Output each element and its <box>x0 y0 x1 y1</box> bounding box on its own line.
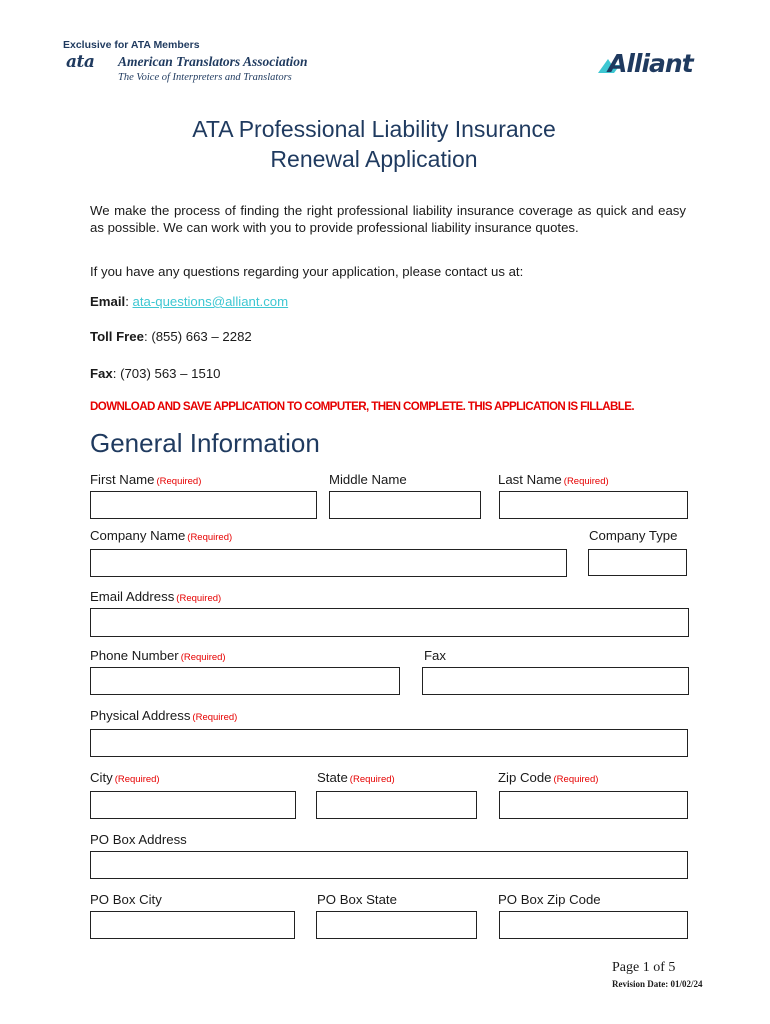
required-note: (Required) <box>563 476 609 487</box>
required-note: (Required) <box>114 774 160 785</box>
po-box-zip-label: PO Box Zip Code <box>498 892 601 907</box>
city-label <box>90 770 160 785</box>
email-link[interactable]: ata-questions@alliant.com <box>132 294 289 309</box>
first-name-label-text: First Name <box>90 472 155 487</box>
fax-contact: Fax: (703) 563 – 1510 <box>90 366 221 381</box>
city-input[interactable] <box>90 791 296 819</box>
fax-contact-value: (703) 563 – 1510 <box>120 366 221 381</box>
company-name-input[interactable] <box>90 549 567 577</box>
zip-code-label-text: Zip Code <box>498 770 552 785</box>
company-name-label-text: Company Name <box>90 528 186 543</box>
po-box-state-input[interactable] <box>316 911 477 939</box>
required-note: (Required) <box>187 532 233 543</box>
page-title <box>0 114 748 174</box>
po-box-city-input[interactable] <box>90 911 295 939</box>
required-note: (Required) <box>192 712 238 723</box>
required-note: (Required) <box>180 652 226 663</box>
physical-address-input[interactable] <box>90 729 688 757</box>
zip-code-label <box>498 770 598 785</box>
fax-input[interactable] <box>422 667 689 695</box>
required-note: (Required) <box>176 593 222 604</box>
state-label <box>317 770 395 785</box>
middle-name-label: Middle Name <box>329 472 407 487</box>
title-line-1: ATA Professional Liability Insurance <box>192 116 556 142</box>
po-box-zip-input[interactable] <box>499 911 688 939</box>
revision-date: Revision Date: 01/02/24 <box>612 979 703 989</box>
fillable-warning: DOWNLOAD AND SAVE APPLICATION TO COMPUTER, THEN COMPLETE. THIS APPLICATION IS FILLABLE. <box>90 400 635 413</box>
last-name-input[interactable] <box>499 491 688 519</box>
company-name-label <box>90 528 232 543</box>
section-title: General Information <box>90 428 320 458</box>
phone-number-label-text: Phone Number <box>90 648 179 663</box>
ata-logo-tagline: The Voice of Interpreters and Translators <box>118 72 292 83</box>
zip-code-input[interactable] <box>499 791 688 819</box>
city-label-text: City <box>90 770 113 785</box>
tollfree-label: Toll Free <box>90 329 144 344</box>
phone-number-input[interactable] <box>90 667 400 695</box>
last-name-label <box>498 472 609 487</box>
tollfree-value: (855) 663 – 2282 <box>151 329 252 344</box>
required-note: (Required) <box>156 476 202 487</box>
ata-logo <box>66 52 308 83</box>
po-box-city-label: PO Box City <box>90 892 162 907</box>
page-number: Page 1 of 5 <box>612 960 676 975</box>
ata-logo-mark: ata <box>66 52 95 72</box>
first-name-label <box>90 472 201 487</box>
email-address-label <box>90 589 221 604</box>
company-type-label: Company Type <box>589 528 678 543</box>
state-label-text: State <box>317 770 348 785</box>
fax-label: Fax <box>424 648 446 663</box>
first-name-input[interactable] <box>90 491 317 519</box>
fax-contact-label: Fax <box>90 366 113 381</box>
last-name-label-text: Last Name <box>498 472 562 487</box>
physical-address-label <box>90 708 237 723</box>
alliant-logo-text: Alliant <box>608 49 693 78</box>
title-line-2: Renewal Application <box>270 146 478 172</box>
intro-paragraph: We make the process of finding the right professional liability insurance coverage as quick and easy as possible. We can work with you to provide professional liability insurance quotes. <box>90 203 686 235</box>
po-box-address-label: PO Box Address <box>90 832 187 847</box>
email-contact: Email: ata-questions@alliant.com <box>90 294 289 309</box>
questions-text: If you have any questions regarding your application, please contact us at: <box>90 264 524 279</box>
state-input[interactable] <box>316 791 477 819</box>
required-note: (Required) <box>349 774 395 785</box>
ata-logo-name: American Translators Association <box>118 54 308 69</box>
email-address-label-text: Email Address <box>90 589 175 604</box>
tollfree-contact: Toll Free: (855) 663 – 2282 <box>90 329 252 344</box>
email-address-input[interactable] <box>90 608 689 637</box>
po-box-state-label: PO Box State <box>317 892 397 907</box>
email-contact-label: Email <box>90 294 126 309</box>
phone-number-label <box>90 648 226 663</box>
middle-name-input[interactable] <box>329 491 481 519</box>
po-box-address-input[interactable] <box>90 851 688 879</box>
exclusive-label: Exclusive for ATA Members <box>63 39 200 51</box>
required-note: (Required) <box>553 774 599 785</box>
physical-address-label-text: Physical Address <box>90 708 191 723</box>
company-type-input[interactable] <box>588 549 687 576</box>
